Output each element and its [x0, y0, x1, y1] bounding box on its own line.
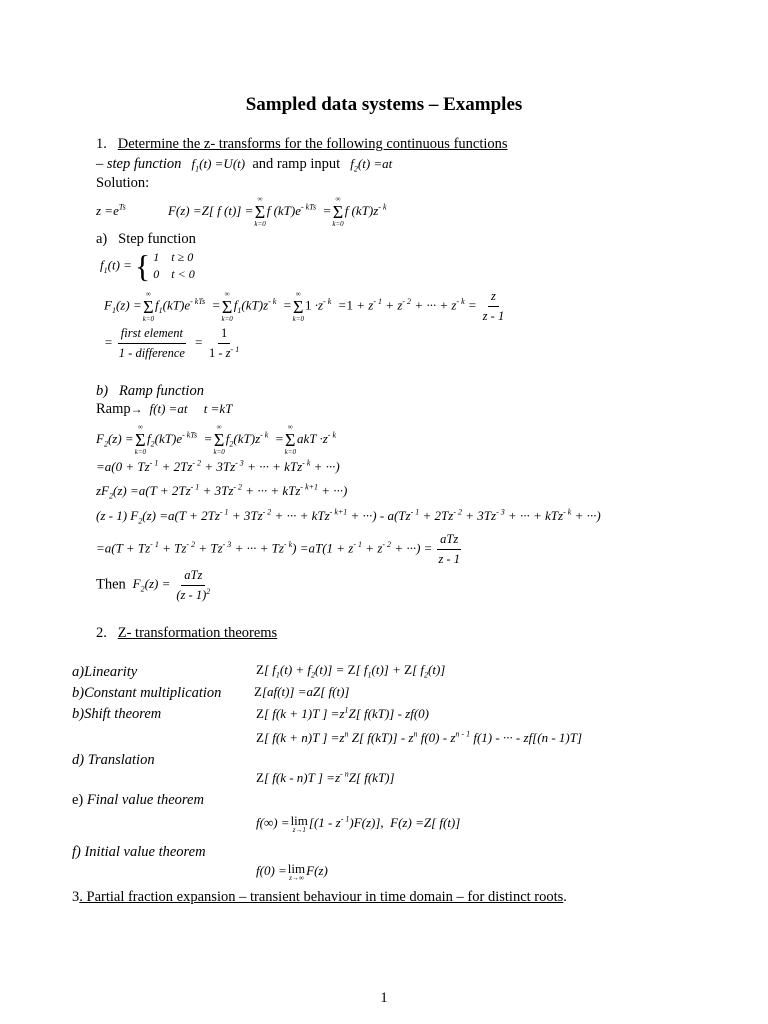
arrow-icon: → — [130, 402, 143, 416]
section-2-heading — [96, 625, 277, 642]
ramp-label: Ramp — [96, 401, 131, 417]
page-title: Sampled data systems – Examples — [245, 94, 523, 115]
final-value-label — [72, 792, 204, 809]
ramp-difference-formula: (z - 1) $F_2(z) =a(T + 2Tz^{- 1} + 3Tz^{- 2}$ + ··· + kTz$^{- k+1}$ + ···) - $a(Tz^{- 1} + 2Tz^{- 2} + 3Tz^{- 3}$ + ··· + kTz$^{- k}$ + ···) — [96, 507, 601, 526]
subsection-a-title: Step function — [118, 231, 196, 247]
ramp-simplified-formula: $=a(T + Tz^{- 1} + Tz^{- 2} + Tz^{- 3}$ + ··· + $Tz^{- k}) =aT(1 + z^{- 1} + z^{- 2}$ + ···) = $\frac{\text{aTz}}{z - 1}$ — [96, 532, 460, 566]
linearity-formula: Z[ $f_1(t) + f_2(t)] = Z$[ $f_1(t)] + Z$[ $f_2(t)$] — [256, 662, 446, 680]
step-function-formula: $f_1(t) =U(t)$ — [185, 156, 246, 174]
geometric-series-formula: = $\frac{\text{first element}}{\text{1 - difference}}$ = $\frac{1}{1 - z^{- 1}}$ — [104, 326, 240, 360]
section-2-title: Z- transformation theorems — [117, 625, 278, 641]
shift-theorem-formula-1: Z[ f(k + 1)T ] $=z^1Z$[ f(kT)] - zf(0) — [256, 705, 429, 721]
section-1-number: 1. — [96, 136, 107, 152]
linearity-label: a)Linearity — [72, 664, 138, 680]
step-transform-formula: $F_1(z)$ = ∞ Σ k=0 $f_1(kT)e^{- kTs}$ = ∞ Σ k=0 $f_1(kT)z^{- k}$ = ∞ Σ k=0 $1 \cdot z^{- k} =1 + z^{- 1} + z^{- 2}$ + ··· + $z^{- k}$ = $\frac{z}{z - 1}$ — [104, 289, 505, 323]
section-1-title: Determine the z- transforms for the following continuous functions — [117, 136, 508, 152]
section-2-number: 2. — [96, 625, 107, 641]
initial-value-formula: f(0) = lim z→∞ F(z) — [256, 861, 328, 882]
subsection-b-letter: b) — [96, 383, 109, 399]
section-1-heading — [96, 136, 508, 153]
ramp-shifted-formula: $zF_2(z) =a(T + 2Tz^{- 1} + 3Tz^{- 2}$ + ··· + kTz$^{- k+1}$ + ···) — [96, 482, 348, 501]
translation-label: d) Translation — [72, 752, 155, 768]
ramp-input-formula: $f_2(t) =at$ — [343, 156, 393, 174]
z-definition-formula: $z =e^{Ts}$ F(z) =Z[ f (t)] = ∞ Σ k=0 f $(kT)e^{- kTs}$ = ∞ Σ k=0 f $(kT)z^{- k}$ — [96, 195, 387, 228]
final-value-prefix: e) — [72, 792, 84, 808]
ramp-input-label: and ramp input — [252, 156, 341, 172]
ramp-series-formula: $=a(0 + Tz^{- 1} + 2Tz^{- 2} + 3Tz^{- 3}$ + ··· + kTz$^{- k}$ + ···) — [96, 458, 340, 474]
subsection-b-title: Ramp function — [118, 383, 204, 399]
ramp-transform-formula: $F_2(z)$ = ∞ Σ k=0 $f_2(kT)e^{- kTs}$ = ∞ Σ k=0 $f_2(kT)z^{- k}$ = ∞ Σ k=0 akT $\cdot z^{- k}$ — [96, 423, 337, 456]
section-3-number: 3 — [72, 889, 80, 905]
subsection-b-heading — [96, 383, 204, 400]
constant-multiplication-formula: Z[af(t)] =aZ[ f(t)] — [254, 684, 350, 699]
section-3-heading — [72, 889, 567, 906]
final-value-title: Final value theorem — [86, 792, 204, 808]
initial-value-label: f) Initial value theorem — [72, 844, 206, 860]
first-element-text: first element — [118, 326, 186, 344]
then-label: Then — [96, 576, 126, 593]
solution-label: Solution: — [96, 175, 150, 191]
functions-line — [96, 156, 392, 173]
subsection-a-letter: a) — [96, 231, 108, 247]
section-3-title: . Partial fraction expansion – transient behaviour in time domain – for distinct roots — [79, 889, 564, 905]
page-number: 1 — [380, 990, 388, 1006]
constant-multiplication-label: b)Constant multiplication — [72, 685, 222, 701]
shift-theorem-label: b)Shift theorem — [72, 706, 162, 722]
ramp-result: Then $F_2(z)$ = $\frac{\text{aTz}}{(z - 1)^2}$ — [96, 568, 211, 602]
shift-theorem-formula-2: Z[ f(k + n)T ] $=z^n$ Z[ $f(kT)] - z^n$ $f(0) - z^{n - 1}$ f(1) - ··· - zf[(n - 1)T] — [256, 729, 583, 745]
translation-formula: Z[ f(k - n)T ] $=z^{- n}Z$[ f(kT)] — [256, 769, 395, 785]
step-function-label: – step function — [96, 156, 182, 172]
section-3-end: . — [563, 889, 567, 905]
subsection-a-heading — [96, 231, 196, 248]
step-function-definition: $f_1(t)$ ={ 1 t ≥ 0 0 t < 0 — [100, 248, 195, 285]
difference-text: 1 - difference — [118, 346, 185, 360]
final-value-formula: f(∞) = lim z→1 $[(1 - z^{- 1})F(z)]$, F(z) =Z[ f(t)] — [256, 813, 461, 834]
ramp-definition: Ramp→ f(t) =at t =kT — [96, 401, 233, 417]
